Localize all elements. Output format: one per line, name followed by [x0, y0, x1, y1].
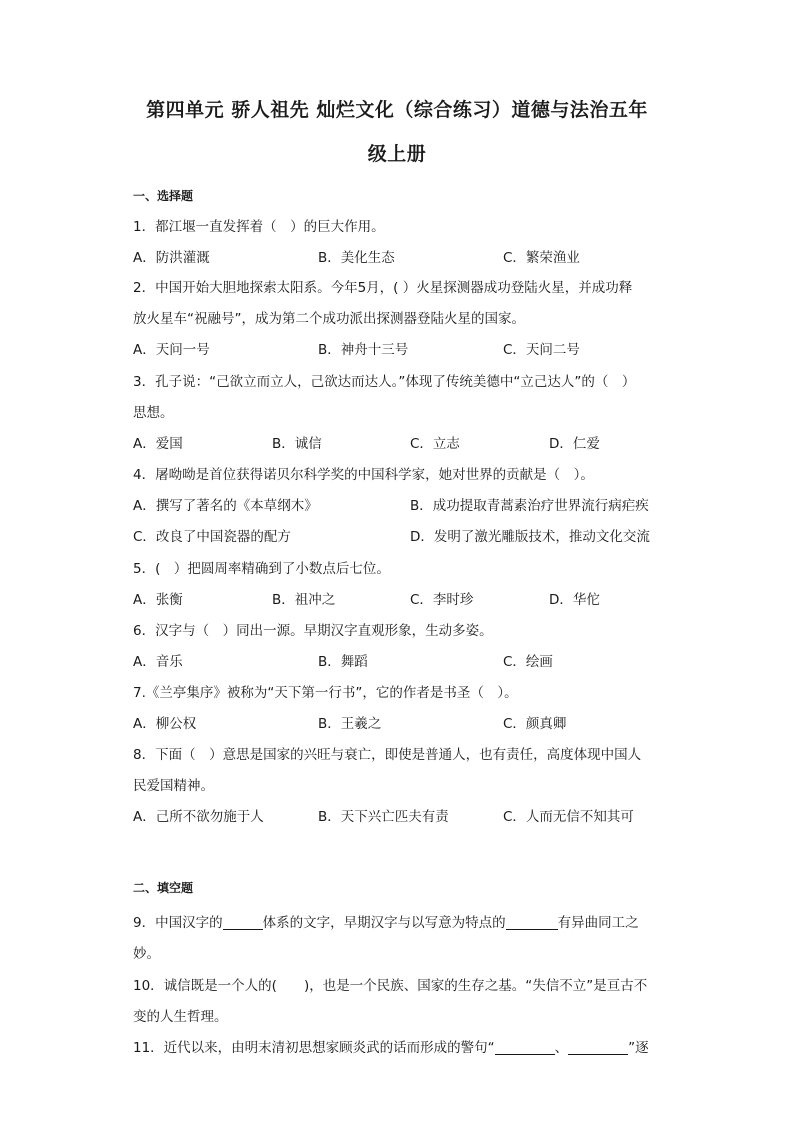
section-heading-choice: 一、选择题 [133, 189, 194, 203]
question-6-option-a: A．音乐 [133, 654, 183, 670]
question-7-option-a: A．柳公权 [133, 716, 197, 732]
question-3-text-line-1: 3．孔子说：“己欲立而立人，己欲达而达人。”体现了传统美德中“立己达人”的（ ） [133, 374, 636, 390]
question-2-text-line-2: 放火星车“祝融号”，成为第二个成功派出探测器登陆火星的国家。 [133, 311, 525, 327]
question-5-option-b: B．祖冲之 [272, 592, 336, 608]
question-1-text: 1．都江堰一直发挥着（ ）的巨大作用。 [133, 219, 385, 235]
question-11-part-end: ”逐 [628, 1040, 649, 1056]
question-11-separator: 、 [554, 1040, 569, 1056]
question-9-part-a: 9．中国汉字的 [133, 915, 223, 931]
question-5-option-a: A．张衡 [133, 592, 183, 608]
question-7-option-b: B．王羲之 [318, 716, 382, 732]
question-8-option-a: A．己所不欲勿施于人 [133, 809, 264, 825]
page-title-line-2: 级上册 [367, 143, 427, 165]
question-5-option-d: D．华佗 [549, 592, 600, 608]
question-7-text: 7.《兰亭集序》被称为“天下第一行书”，它的作者是书圣（ ）。 [133, 685, 518, 701]
question-9-blank-1[interactable] [223, 915, 263, 930]
question-8-text-line-1: 8．下面（ ）意思是国家的兴旺与衰亡，即使是普通人，也有责任，高度体现中国人 [133, 747, 642, 763]
question-8-text-line-2: 民爱国精神。 [133, 778, 214, 794]
question-6-option-b: B．舞蹈 [318, 654, 368, 670]
question-11-text [133, 1036, 649, 1056]
question-5-text: 5．( ）把圆周率精确到了小数点后七位。 [133, 561, 390, 577]
question-2-option-a: A．天问一号 [133, 342, 210, 358]
question-5-option-c: C．李时珍 [410, 592, 474, 608]
question-1-option-c: C．繁荣渔业 [503, 250, 580, 266]
question-8-option-b: B．天下兴亡匹夫有责 [318, 809, 449, 825]
question-4-option-c: C．改良了中国瓷器的配方 [133, 529, 291, 545]
question-9-part-c: 有异曲同工之 [557, 915, 639, 931]
question-2-option-b: B．神舟十三号 [318, 342, 409, 358]
question-3-option-d: D．仁爱 [549, 436, 600, 452]
question-3-option-a: A．爱国 [133, 436, 183, 452]
question-11-blank-2[interactable] [568, 1040, 628, 1055]
question-11-part-a: 11．近代以来，由明末清初思想家顾炎武的话而形成的警句“ [133, 1040, 495, 1056]
question-7-option-c: C．颜真卿 [503, 716, 567, 732]
question-6-text: 6．汉字与（ ）同出一源。早期汉字直观形象，生动多姿。 [133, 623, 493, 639]
question-4-option-b: B．成功提取青蒿素治疗世界流行病疟疾 [410, 498, 649, 514]
question-4-option-a: A．撰写了著名的《本草纲木》 [133, 498, 318, 514]
question-2-text-line-1: 2．中国开始大胆地探索太阳系。今年5月，( ）火星探测器成功登陆火星，并成功释 [133, 280, 633, 296]
question-3-option-c: C．立志 [410, 436, 460, 452]
question-10-text-line-1: 10．诚信既是一个人的( )，也是一个民族、国家的生存之基。“失信不立”是亘古不 [133, 978, 648, 994]
question-8-option-c: C．人而无信不知其可 [503, 809, 634, 825]
question-9-text-line-2: 妙。 [133, 946, 160, 962]
page-title-line-1: 第四单元 骄人祖先 灿烂文化（综合练习）道德与法治五年 [146, 99, 648, 121]
section-heading-fill-blank: 二、填空题 [133, 881, 194, 895]
question-3-option-b: B．诚信 [272, 436, 322, 452]
question-4-option-d: D．发明了激光雕版技术，推动文化交流 [410, 529, 650, 545]
question-1-option-a: A．防洪灌溉 [133, 250, 210, 266]
question-11-blank-1[interactable] [495, 1040, 555, 1055]
question-10-text-line-2: 变的人生哲理。 [133, 1009, 228, 1025]
question-1-option-b: B．美化生态 [318, 250, 395, 266]
question-9-part-b: 体系的文字，早期汉字与以写意为特点的 [262, 915, 506, 931]
question-9-blank-2[interactable] [506, 915, 558, 930]
question-4-text: 4．屠呦呦是首位获得诺贝尔科学奖的中国科学家，她对世界的贡献是（ ）。 [133, 467, 594, 483]
question-2-option-c: C．天问二号 [503, 342, 580, 358]
question-6-option-c: C．绘画 [503, 654, 553, 670]
question-9-text-line-1 [133, 911, 639, 931]
question-3-text-line-2: 思想。 [133, 405, 174, 421]
